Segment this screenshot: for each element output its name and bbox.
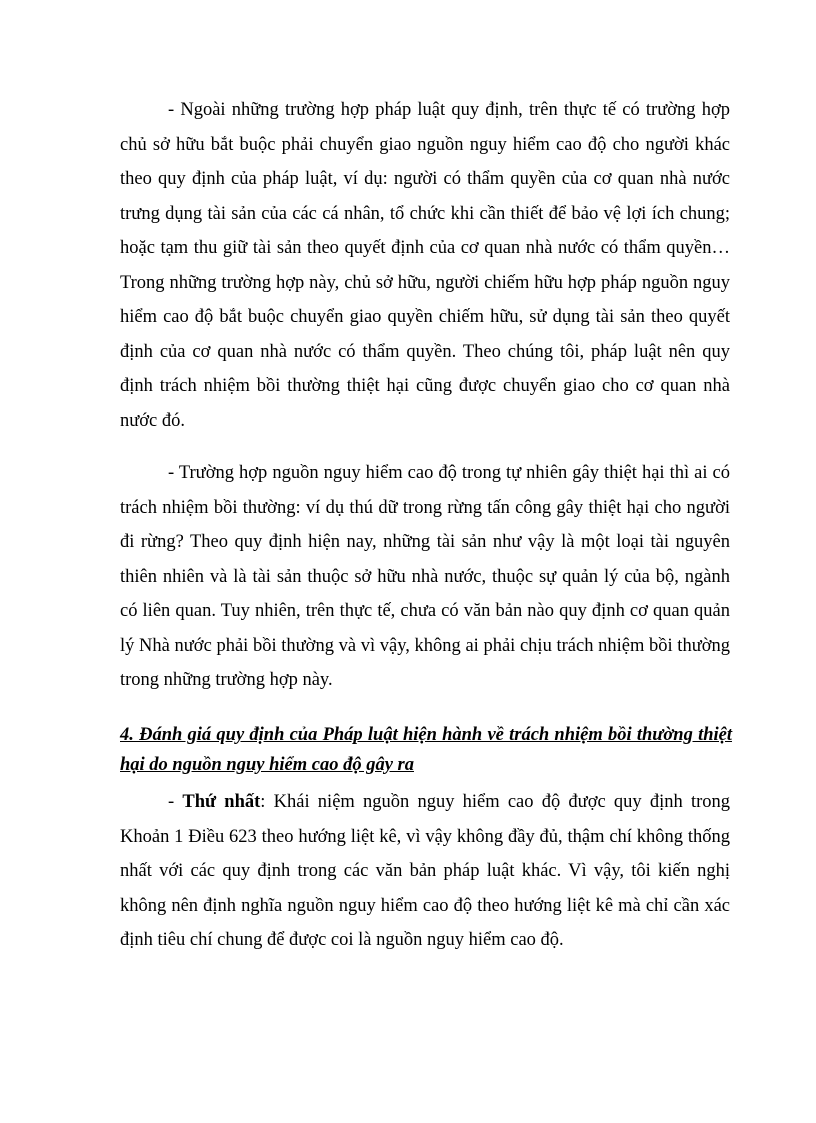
paragraph-first-point-label: Thứ nhất [182, 792, 261, 812]
paragraph-first-point-lead: - [168, 792, 183, 812]
paragraph-first-point-text: : Khái niệm nguồn nguy hiểm cao độ được quy định trong Khoản 1 Điều 623 theo hướng liệt kê, vì vậy không đầy đủ, thậm chí không thống nhất với các quy định trong các văn bản pháp luật khác. Vì vậy, tôi kiến nghị không nên định nghĩa nguồn nguy hiểm cao độ theo hướng liệt kê mà chỉ cần xác định tiêu chí chung để được coi là nguồn nguy hiểm cao độ. [120, 792, 730, 950]
paragraph-natural-danger-source: - Trường hợp nguồn nguy hiểm cao độ trong tự nhiên gây thiệt hại thì ai có trách nhiệm bồi thường: ví dụ thú dữ trong rừng tấn công gây thiệt hại cho người đi rừng? Theo quy định hiện nay, những tài sản như vậy là một loại tài nguyên thiên nhiên và là tài sản thuộc sở hữu nhà nước, thuộc sự quản lý của bộ, ngành có liên quan. Tuy nhiên, trên thực tế, chưa có văn bản nào quy định cơ quan quản lý Nhà nước phải bồi thường và vì vậy, không ai phải chịu trách nhiệm bồi thường trong những trường hợp này. [120, 463, 730, 690]
paragraph-first-point [120, 785, 730, 958]
section-heading: 4. Đánh giá quy định của Pháp luật hiện hành về trách nhiệm bồi thường thiệt hại do nguồn nguy hiểm cao độ gây ra [120, 725, 732, 775]
paragraph-transfer-of-danger-source: - Ngoài những trường hợp pháp luật quy định, trên thực tế có trường hợp chủ sở hữu bắt buộc phải chuyển giao nguồn nguy hiểm cao độ cho người khác theo quy định của pháp luật, ví dụ: người có thẩm quyền của cơ quan nhà nước trưng dụng tài sản của các cá nhân, tổ chức khi cần thiết để bảo vệ lợi ích chung; hoặc tạm thu giữ tài sản theo quyết định của cơ quan nhà nước có thẩm quyền… Trong những trường hợp này, chủ sở hữu, người chiếm hữu hợp pháp nguồn nguy hiểm cao độ bắt buộc chuyển giao quyền chiếm hữu, sử dụng tài sản theo quyết định của cơ quan nhà nước có thẩm quyền. Theo chúng tôi, pháp luật nên quy định trách nhiệm bồi thường thiệt hại cũng được chuyển giao cho cơ quan nhà nước đó. [120, 100, 730, 431]
